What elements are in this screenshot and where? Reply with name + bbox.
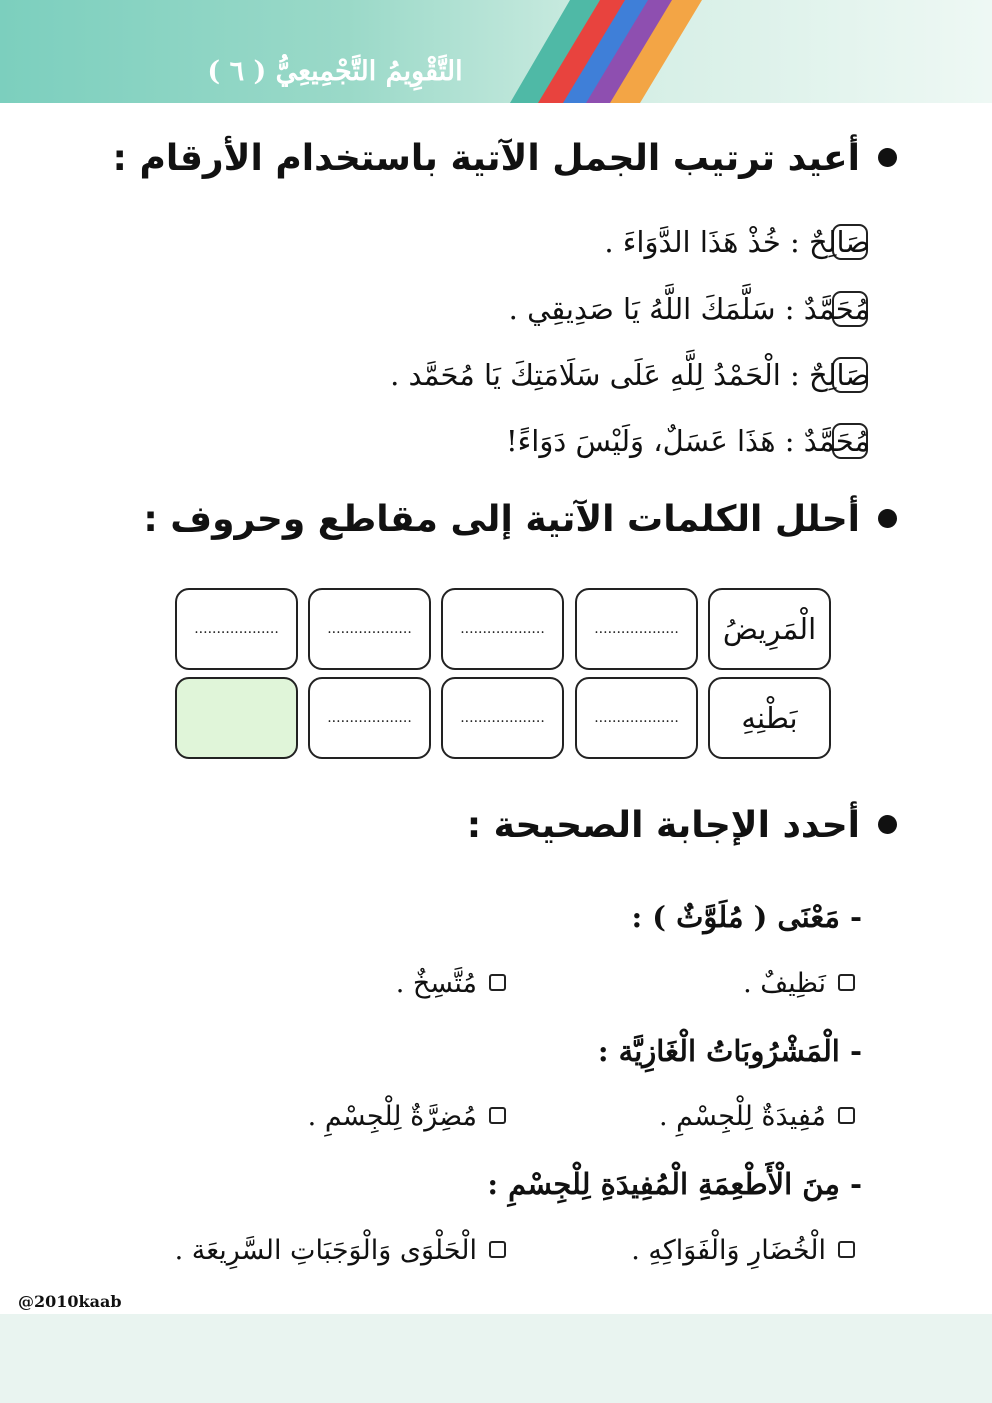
checkbox-icon[interactable] — [838, 1241, 855, 1258]
question-3-prompt: - مِنَ الْأَطْعِمَةِ الْمُفِيدَةِ لِلْجِسْمِ : — [487, 1167, 862, 1201]
section1-heading-text: أعيد ترتيب الجمل الآتية باستخدام الأرقام : — [112, 138, 860, 179]
q2-option-1[interactable]: مُفِيدَةٌ لِلْجِسْمِ . — [659, 1095, 855, 1139]
question-2-prompt: - الْمَشْرُوبَاتُ الْغَازِيَّة : — [597, 1034, 862, 1068]
q2-option-2[interactable]: مُضِرَّةٌ لِلْجِسْمِ . — [308, 1095, 506, 1139]
checkbox-icon[interactable] — [489, 1241, 506, 1258]
q3-option-2[interactable]: الْحَلْوَى وَالْوَجَبَاتِ السَّرِيعَة . — [175, 1229, 506, 1273]
color-stripes-decoration — [480, 0, 720, 103]
q3-option-1[interactable]: الْخُضَارِ وَالْفَوَاكِهِ . — [631, 1229, 855, 1273]
sentence-3: صَالِحٌ : الْحَمْدُ لِلَّهِ عَلَى سَلَامَتِكَ يَا مُحَمَّد . — [390, 358, 870, 392]
bullet-icon — [878, 815, 897, 834]
section1-heading — [113, 134, 897, 184]
answer-cell[interactable]: ................... — [441, 588, 564, 670]
page-header — [0, 0, 992, 103]
answer-cell[interactable]: ................... — [175, 588, 298, 670]
answer-cell[interactable]: ................... — [441, 677, 564, 759]
page-title: التَّقْوِيمُ التَّجْمِيعِيُّ ( ٦ ) — [207, 56, 463, 87]
checkbox-icon[interactable] — [838, 1107, 855, 1124]
answer-cell[interactable]: ................... — [575, 677, 698, 759]
sentence-4: مُحَمَّدٌ : هَذَا عَسَلٌ، وَلَيْسَ دَوَاءً! — [505, 424, 870, 458]
question-1-prompt: - مَعْنَى ( مُلَوَّثٌ ) : — [631, 900, 862, 934]
answer-cell[interactable]: ................... — [308, 677, 431, 759]
q1-option-1[interactable]: نَظِيفٌ . — [743, 962, 855, 1006]
watermark: @2010kaab — [18, 1292, 122, 1311]
word-cell-almareed: الْمَرِيضُ — [708, 588, 831, 670]
word-cell-batnihi: بَطْنِهِ — [708, 677, 831, 759]
bullet-icon — [878, 148, 897, 167]
checkbox-icon[interactable] — [838, 974, 855, 991]
section3-heading-text: أحدد الإجابة الصحيحة : — [466, 805, 860, 846]
checkbox-icon[interactable] — [489, 974, 506, 991]
checkbox-icon[interactable] — [489, 1107, 506, 1124]
section2-heading — [143, 495, 897, 545]
section2-heading-text: أحلل الكلمات الآتية إلى مقاطع وحروف : — [143, 499, 860, 540]
bullet-icon — [878, 509, 897, 528]
answer-cell[interactable]: ................... — [575, 588, 698, 670]
q1-option-2[interactable]: مُتَّسِخٌ . — [396, 962, 506, 1006]
sentence-1: صَالِحٌ : خُذْ هَذَا الدَّوَاءَ . — [604, 225, 870, 259]
empty-green-cell — [175, 677, 298, 759]
answer-cell[interactable]: ................... — [308, 588, 431, 670]
section3-heading — [467, 801, 897, 851]
sentence-2: مُحَمَّدٌ : سَلَّمَكَ اللَّهُ يَا صَدِيقِي . — [508, 292, 870, 326]
page-footer — [0, 1314, 992, 1403]
